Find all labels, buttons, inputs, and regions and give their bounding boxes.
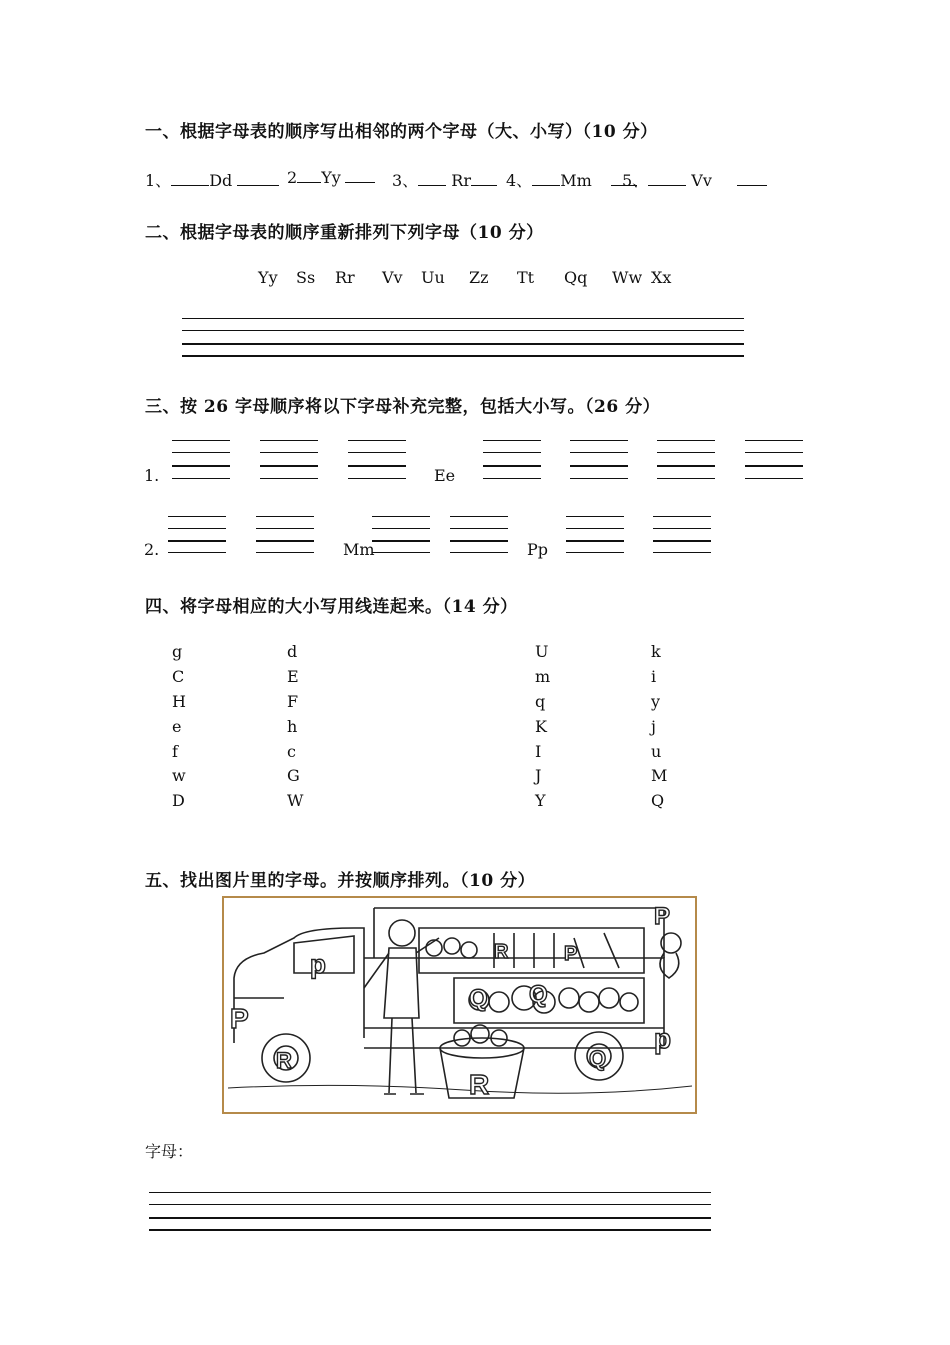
match-letter[interactable]: d — [287, 642, 298, 661]
match-letter[interactable]: E — [287, 667, 299, 686]
match-letter[interactable]: u — [651, 742, 662, 761]
section3-heading: 三、按 26 字母顺序将以下字母补充完整，包括大小写。（26 分） — [145, 397, 661, 417]
section1-item-4 — [506, 168, 637, 191]
match-letter[interactable]: K — [535, 717, 547, 736]
svg-text:P: P — [654, 903, 671, 930]
match-letter[interactable]: W — [287, 791, 304, 810]
match-letter[interactable]: m — [535, 667, 551, 686]
letter-writing-lines[interactable] — [745, 440, 803, 480]
letter-pair: Ww — [612, 268, 643, 287]
section1-item-1 — [145, 168, 279, 191]
given-letter: Mm — [343, 540, 375, 559]
given-letter: Mm — [560, 171, 592, 190]
svg-text:Q: Q — [589, 1046, 607, 1071]
letter-writing-lines[interactable] — [168, 516, 226, 554]
letter-writing-lines[interactable] — [260, 440, 318, 480]
match-letter[interactable]: h — [287, 717, 298, 736]
letter-writing-lines[interactable] — [566, 516, 624, 554]
match-letter[interactable]: w — [172, 766, 186, 785]
match-letter[interactable]: D — [172, 791, 185, 810]
given-letter: Rr — [451, 171, 471, 190]
section2-heading: 二、根据字母表的顺序重新排列下列字母（10 分） — [145, 223, 544, 243]
letter-writing-lines[interactable] — [348, 440, 406, 480]
match-letter[interactable]: f — [172, 742, 178, 761]
truck-drawing — [224, 898, 695, 1112]
svg-text:Q: Q — [529, 981, 548, 1008]
section1-item-5 — [622, 168, 767, 191]
svg-text:p: p — [654, 1023, 672, 1054]
letter-writing-lines[interactable] — [172, 440, 230, 480]
match-letter[interactable]: M — [651, 766, 668, 785]
given-letter: Ee — [434, 466, 456, 485]
item-number: 2 — [287, 168, 298, 187]
match-letter[interactable]: k — [651, 642, 661, 661]
match-letter[interactable]: q — [535, 692, 546, 711]
svg-text:R: R — [276, 1048, 292, 1073]
row-label: 1. — [144, 466, 160, 485]
letter-pair: Rr — [335, 268, 355, 287]
match-letter[interactable]: U — [535, 642, 549, 661]
letter-pair: Zz — [469, 268, 489, 287]
match-letter[interactable]: I — [535, 742, 542, 761]
answer-label: 字母： — [145, 1142, 194, 1161]
item-number: 1、 — [145, 171, 172, 190]
letter-pair: Xx — [651, 268, 672, 287]
section1-heading: 一、根据字母表的顺序写出相邻的两个字母（大、小写）（10 分） — [145, 122, 658, 142]
match-letter[interactable]: Y — [535, 791, 546, 810]
match-letter[interactable]: J — [535, 766, 542, 785]
svg-text:R: R — [469, 1069, 490, 1100]
match-letter[interactable]: y — [651, 692, 661, 711]
match-letter[interactable]: F — [287, 692, 299, 711]
answer-blank[interactable] — [648, 171, 686, 186]
match-letter[interactable]: i — [651, 667, 657, 686]
match-letter[interactable]: g — [172, 642, 183, 661]
letter-pair: Uu — [421, 268, 445, 287]
writing-lines[interactable] — [149, 1192, 711, 1232]
answer-blank[interactable] — [345, 168, 375, 183]
item-number: 3、 — [392, 171, 419, 190]
match-letter[interactable]: e — [172, 717, 182, 736]
answer-blank[interactable] — [737, 171, 767, 186]
match-letter[interactable]: c — [287, 742, 296, 761]
letter-pair: Tt — [517, 268, 535, 287]
letter-writing-lines[interactable] — [256, 516, 314, 554]
given-letter: Yy — [321, 168, 341, 187]
given-letter: Vv — [691, 171, 712, 190]
section1-item-2 — [287, 168, 375, 187]
letter-pair: Qq — [564, 268, 588, 287]
svg-text:p: p — [310, 949, 326, 979]
letter-writing-lines[interactable] — [372, 516, 430, 554]
match-letter[interactable]: G — [287, 766, 300, 785]
section4-heading: 四、将字母相应的大小写用线连起来。（14 分） — [145, 597, 518, 617]
svg-text:P: P — [230, 1003, 249, 1034]
section5-heading: 五、找出图片里的字母。并按顺序排列。（10 分） — [145, 871, 536, 891]
svg-text:R: R — [494, 941, 509, 963]
answer-blank[interactable] — [532, 171, 560, 186]
letter-writing-lines[interactable] — [483, 440, 541, 480]
match-letter[interactable]: j — [651, 717, 656, 736]
match-letter[interactable]: C — [172, 667, 185, 686]
match-letter[interactable]: Q — [651, 791, 665, 810]
answer-blank[interactable] — [418, 171, 446, 186]
item-number: 5、 — [622, 171, 649, 190]
item-number: 4、 — [506, 171, 533, 190]
letter-writing-lines[interactable] — [657, 440, 715, 480]
svg-text:P: P — [564, 943, 578, 965]
given-letter: Pp — [527, 540, 549, 559]
letter-writing-lines[interactable] — [450, 516, 508, 554]
writing-lines[interactable] — [182, 318, 744, 358]
svg-text:Q: Q — [469, 985, 488, 1012]
given-letter: Dd — [209, 171, 233, 190]
answer-blank[interactable] — [237, 171, 279, 186]
truck-illustration — [222, 896, 697, 1114]
match-letter[interactable]: H — [172, 692, 186, 711]
letter-writing-lines[interactable] — [570, 440, 628, 480]
letter-pair: Ss — [296, 268, 316, 287]
answer-blank[interactable] — [297, 168, 321, 183]
row-label: 2. — [144, 540, 160, 559]
section1-item-3 — [392, 168, 497, 191]
letter-pair: Vv — [382, 268, 403, 287]
answer-blank[interactable] — [471, 171, 497, 186]
letter-pair: Yy — [258, 268, 278, 287]
answer-blank[interactable] — [171, 171, 209, 186]
letter-writing-lines[interactable] — [653, 516, 711, 554]
